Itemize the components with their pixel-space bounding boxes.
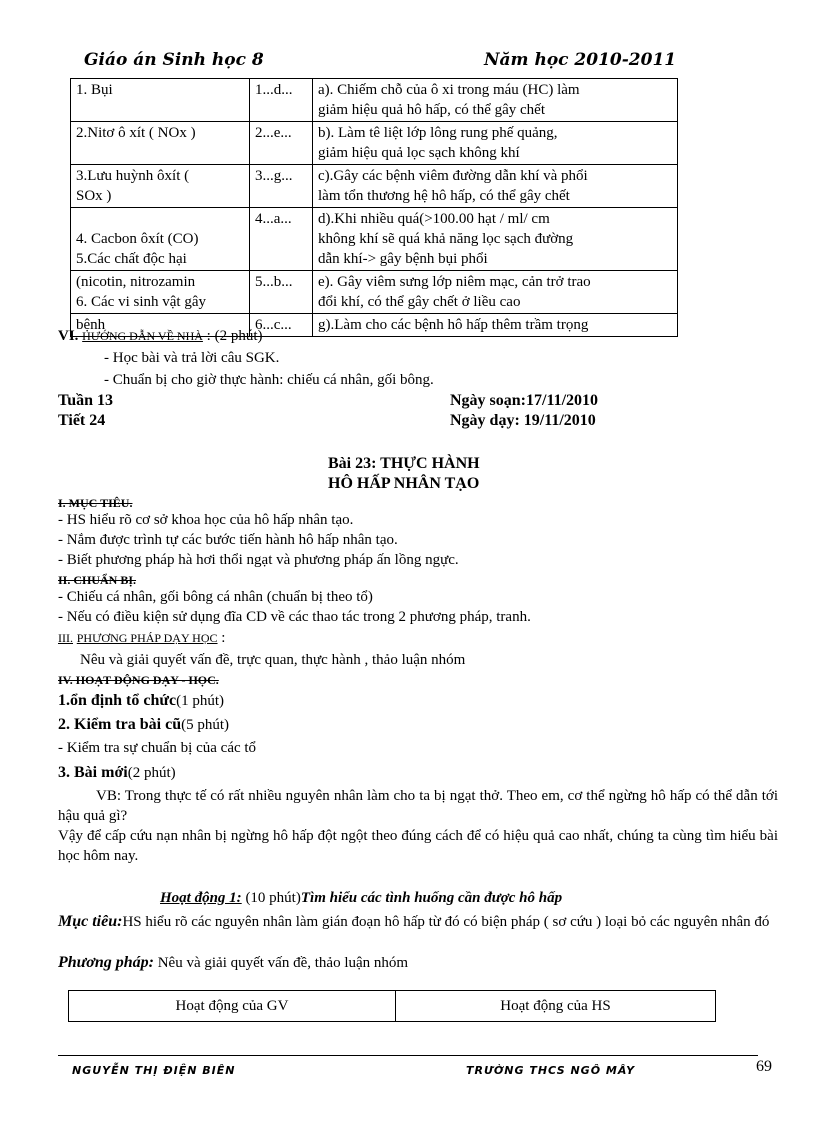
answer-cell	[250, 122, 313, 165]
phuong-phap-text: Nêu và giải quyết vấn đề, trực quan, thực hành , thảo luận nhóm	[80, 652, 466, 668]
answer-cell	[250, 271, 313, 314]
cell-line: b). Làm tê liệt lớp lông rung phế quảng,	[318, 125, 558, 141]
phuong-phap-num: III.	[58, 631, 73, 645]
cell-line: 6...c...	[255, 317, 292, 333]
cell-line: d).Khi nhiều quá(>100.00 hạt / ml/ cm	[318, 211, 550, 227]
answer-cell	[250, 208, 313, 271]
substance-cell	[71, 122, 250, 165]
answer-cell	[250, 165, 313, 208]
activity-table	[68, 990, 716, 1022]
ngay-soan: Ngày soạn:17/11/2010	[450, 392, 599, 409]
cell-line: 2...e...	[255, 125, 292, 141]
step3-text: Vậy để cấp cứu nạn nhân bị ngừng hô hấp đột ngột theo đúng cách để có hiệu quả cao nhất, chúng ta cùng tìm hiểu bài học hôm nay.	[58, 828, 778, 864]
matching-row	[71, 271, 678, 314]
activity1-muc-tieu	[58, 912, 778, 932]
answer-cell	[250, 79, 313, 122]
substance-cell	[71, 79, 250, 122]
activity1-heading	[160, 890, 562, 907]
footer-school: TRƯỜNG THCS NGÔ MÂY	[466, 1064, 636, 1077]
activity1-phuong-phap	[58, 954, 408, 972]
cell-line: dẫn khí-> gây bệnh bụi phổi	[318, 251, 488, 267]
lesson-number: Bài 23:	[328, 455, 377, 472]
section6-item: - Chuẩn bị cho giờ thực hành: chiếu cá nhân, gối bông.	[104, 372, 434, 388]
matching-row	[71, 79, 678, 122]
chuan-bi-item: - Nếu có điều kiện sử dụng đĩa CD về các thao tác trong 2 phương pháp, tranh.	[58, 609, 531, 625]
cell-line: 1. Bụi	[76, 82, 113, 98]
activity1-time: (10 phút)	[245, 890, 301, 906]
ngay-day: Ngày dạy: 19/11/2010	[450, 412, 596, 429]
substance-cell	[71, 271, 250, 314]
cell-line: c).Gây các bệnh viêm đường dẫn khí và phổi	[318, 168, 588, 184]
tuan: Tuần 13	[58, 392, 113, 409]
matching-row	[71, 208, 678, 271]
cell-line: 4. Cacbon ôxít (CO)	[76, 231, 199, 247]
matching-table	[70, 78, 678, 337]
step3	[58, 764, 176, 782]
gv-column-header: Hoạt động của GV	[69, 991, 396, 1022]
substance-cell	[71, 165, 250, 208]
activity1-title: Tìm hiểu các tình huống cần được hô hấp	[300, 890, 563, 906]
step3-vb: VB: Trong thực tế có rất nhiều nguyên nhân làm cho ta bị ngạt thở. Theo em, cơ thể ngừng hô hấp có thể dẫn tới hậu quả gì?	[58, 788, 778, 824]
section6-time: : (2 phút)	[206, 328, 263, 344]
step1	[58, 692, 224, 710]
cell-line	[76, 209, 244, 229]
muc-tieu-item: - Nắm được trình tự các bước tiến hành hô hấp nhân tạo.	[58, 532, 398, 548]
cell-line: đổi khí, có thể gây chết ở liều cao	[318, 294, 521, 310]
chuan-bi-item: - Chiếu cá nhân, gối bông cá nhân (chuẩn bị theo tổ)	[58, 589, 373, 605]
cell-line: giảm hiệu quả lọc sạch không khí	[318, 145, 520, 161]
phuong-phap-label: PHƯƠNG PHÁP DẠY HỌC	[76, 631, 218, 645]
effect-cell	[313, 165, 678, 208]
activity1-label: Hoạt động 1:	[160, 890, 242, 906]
footer-author: NGUYỄN THỊ ĐIỆN BIÊN	[72, 1064, 236, 1077]
step3-label: 3. Bài mới	[58, 764, 128, 781]
matching-row	[71, 122, 678, 165]
cell-line: không khí sẽ quá khả năng lọc sạch đường	[318, 231, 574, 247]
step2	[58, 716, 229, 734]
effect-cell	[313, 314, 678, 337]
cell-line: 3...g...	[255, 168, 293, 184]
chuan-bi-label: II. CHUẨN BỊ.	[58, 573, 137, 587]
muc-tieu-inline-label: Mục tiêu:	[58, 913, 123, 930]
effect-cell	[313, 208, 678, 271]
cell-line: bệnh	[76, 317, 106, 333]
cell-line: 5.Các chất độc hại	[76, 251, 187, 267]
footer-rule	[58, 1055, 758, 1056]
cell-line: 2.Nitơ ô xít ( NOx )	[76, 125, 196, 141]
pp-inline-text: Nêu và giải quyết vấn đề, thảo luận nhóm	[153, 955, 409, 971]
substance-cell	[71, 208, 250, 271]
lesson-title-1: THỰC HÀNH	[380, 455, 480, 472]
cell-line: giảm hiệu quả hô hấp, có thể gây chết	[318, 102, 546, 118]
cell-line: 1...d...	[255, 82, 293, 98]
cell-line: 4...a...	[255, 211, 292, 227]
step1-time: (1 phút)	[176, 693, 224, 709]
section6-item: - Học bài và trả lời câu SGK.	[104, 350, 280, 366]
effect-cell	[313, 271, 678, 314]
step2-label: 2. Kiểm tra bài cũ	[58, 716, 182, 733]
cell-line: a). Chiếm chỗ của ô xi trong máu (HC) làm	[318, 82, 580, 98]
page-number: 69	[756, 1058, 772, 1075]
muc-tieu-item: - Biết phương pháp hà hơi thổi ngạt và phương pháp ấn lồng ngực.	[58, 552, 459, 568]
matching-row	[71, 165, 678, 208]
header-right: Năm học 2010-2011	[484, 50, 677, 70]
cell-line: g).Làm cho các bệnh hô hấp thêm trầm trọng	[318, 317, 589, 333]
section6-num: VI.	[58, 328, 79, 344]
lesson-title-2: HÔ HẤP NHÂN TẠO	[328, 475, 480, 492]
cell-line: 6. Các vi sinh vật gây	[76, 294, 206, 310]
tiet: Tiết 24	[58, 412, 106, 429]
step2-time: (5 phút)	[181, 717, 230, 733]
muc-tieu-label: I. MỤC TIÊU.	[58, 496, 133, 510]
cell-line: 5...b...	[255, 274, 293, 290]
step1-label: 1.ổn định tổ chức	[58, 692, 177, 709]
header-left: Giáo án Sinh học 8	[84, 50, 264, 70]
lesson-heading	[328, 455, 480, 473]
effect-cell	[313, 79, 678, 122]
cell-line: làm tổn thương hệ hô hấp, có thể gây chết	[318, 188, 570, 204]
cell-line: e). Gây viêm sưng lớp niêm mạc, cản trở trao	[318, 274, 591, 290]
step2-text: - Kiểm tra sự chuẩn bị của các tổ	[58, 740, 257, 756]
effect-cell	[313, 122, 678, 165]
cell-line: (nicotin, nitrozamin	[76, 274, 196, 290]
pp-inline-label: Phương pháp:	[58, 954, 154, 971]
hs-column-header: Hoạt động của HS	[396, 991, 716, 1022]
phuong-phap-colon: :	[221, 630, 226, 646]
section6-title: HƯỚNG DẪN VỀ NHÀ	[82, 329, 203, 343]
muc-tieu-inline-text: HS hiểu rõ các nguyên nhân làm gián đoạn hô hấp từ đó có biện pháp ( sơ cứu ) loại bỏ các nguyên nhân đó	[122, 914, 770, 930]
hoat-dong-label: IV. HOẠT ĐỘNG DẠY - HỌC.	[58, 673, 219, 687]
cell-line: SOx )	[76, 188, 112, 204]
step3-time: (2 phút)	[127, 765, 176, 781]
phuong-phap-heading	[58, 630, 225, 647]
muc-tieu-item: - HS hiểu rõ cơ sở khoa học của hô hấp nhân tạo.	[58, 512, 354, 528]
cell-line: 3.Lưu huỳnh ôxít (	[76, 168, 190, 184]
section6-heading	[58, 328, 263, 345]
